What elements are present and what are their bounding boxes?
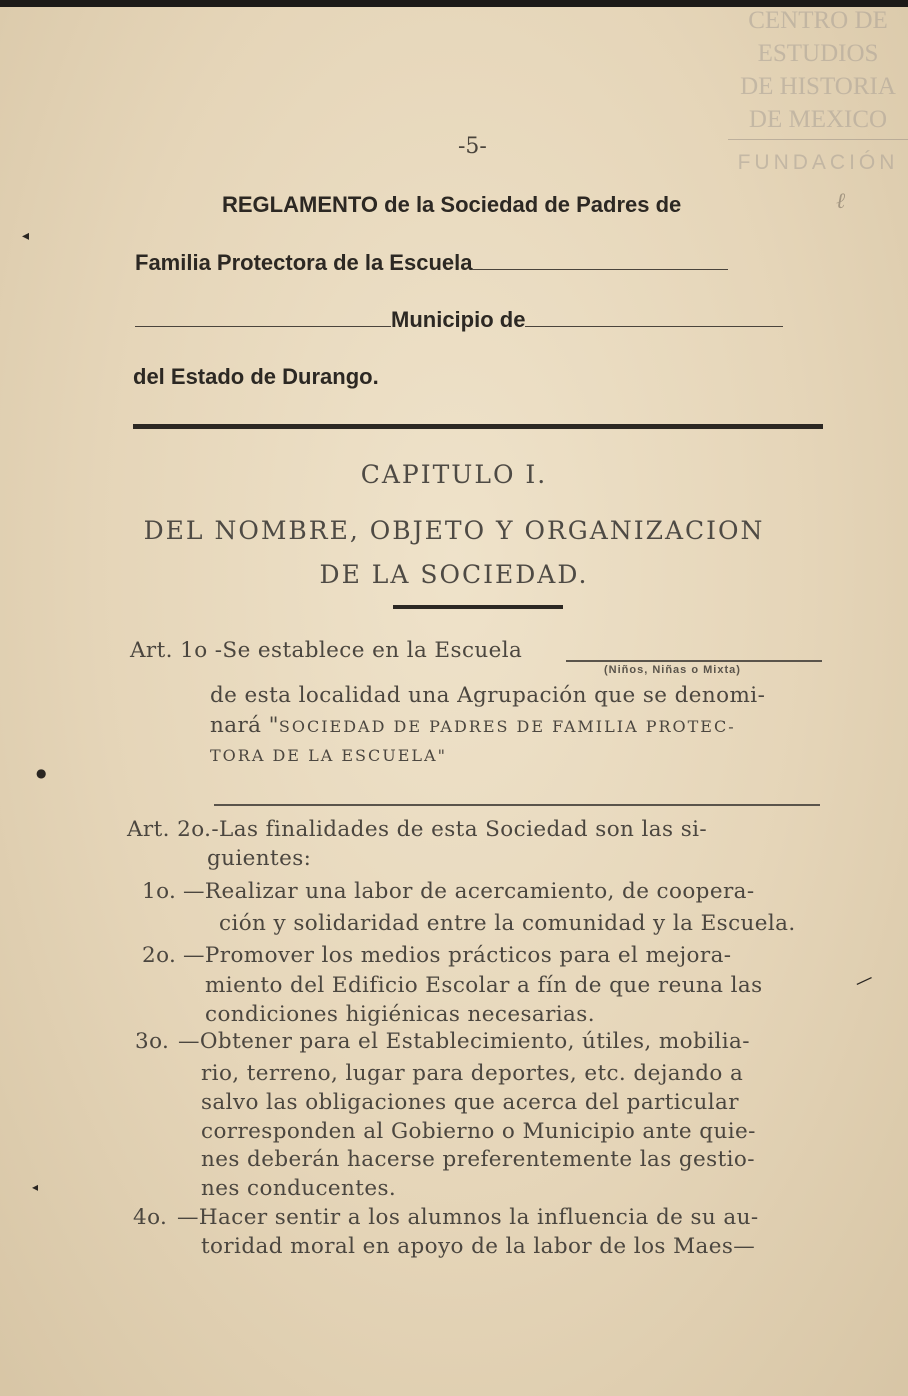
item-number: 3o.	[135, 1029, 170, 1054]
scan-speck: ◂	[22, 228, 30, 244]
art1-line-2: de esta localidad una Agrupación que se denomi-	[210, 683, 766, 708]
item-line: corresponden al Gobierno o Municipio ante quie-	[201, 1119, 756, 1144]
society-name-part-2: TORA DE LA ESCUELA"	[210, 746, 447, 765]
art1-line-3	[210, 713, 736, 738]
watermark-divider	[728, 139, 908, 140]
chapter-title-line-2: DE LA SOCIEDAD.	[319, 560, 589, 589]
watermark-line: DE HISTORIA	[740, 73, 896, 100]
faded-handwriting: ℓ	[836, 189, 846, 214]
blank-municipality	[525, 308, 783, 327]
chapter-number: CAPITULO I.	[360, 460, 548, 489]
item-number: 2o.	[142, 943, 177, 968]
blank-school-type	[566, 660, 822, 662]
art1-line-1: Art. 1o -Se establece en la Escuela	[130, 638, 523, 663]
item-number: 4o.	[133, 1205, 168, 1230]
watermark-line: ESTUDIOS	[757, 40, 879, 67]
heading-line-2-text: Familia Protectora de la Escuela	[135, 250, 473, 275]
art2-line-1: Art. 2o.-Las finalidades de esta Sociedad son las si-	[127, 817, 708, 842]
item-line: condiciones higiénicas necesarias.	[205, 1002, 595, 1027]
art2-line-2: guientes:	[207, 846, 312, 871]
scan-speck: ◂	[32, 1180, 39, 1194]
item-line: —Obtener para el Establecimiento, útiles, mobilia-	[178, 1029, 750, 1054]
chapter-title-line-1: DEL NOMBRE, OBJETO Y ORGANIZACION	[143, 516, 765, 545]
heading-line-2	[135, 250, 728, 276]
item-line: —Hacer sentir a los alumnos la influencia de su au-	[177, 1205, 759, 1230]
heading-line-3	[135, 307, 783, 333]
art1-line-3-prefix: nará "	[210, 713, 279, 738]
item-line: ción y solidaridad entre la comunidad y la Escuela.	[219, 911, 796, 936]
blank-locality	[135, 308, 391, 327]
page-number: -5-	[458, 134, 487, 159]
item-line: rio, terreno, lugar para deportes, etc. dejando a	[201, 1061, 744, 1086]
watermark-foundation: FUNDACIÓN	[737, 151, 899, 174]
item-line: toridad moral en apoyo de la labor de los Maes—	[201, 1234, 756, 1259]
chapter-divider	[393, 605, 563, 609]
item-line: miento del Edificio Escolar a fín de que reuna las	[205, 973, 763, 998]
item-line: —Promover los medios prácticos para el mejora-	[183, 943, 732, 968]
heading-line-3-text: Municipio de	[391, 307, 526, 332]
watermark-line: DE MEXICO	[748, 106, 888, 133]
watermark-stamp	[728, 4, 908, 179]
watermark-line: CENTRO DE	[748, 7, 888, 34]
blank-school-name	[472, 251, 728, 270]
pencil-mark: —	[851, 967, 877, 994]
item-line: —Realizar una labor de acercamiento, de coopera-	[183, 879, 755, 904]
society-name-part-1: SOCIEDAD DE PADRES DE FAMILIA PROTEC-	[278, 717, 736, 736]
heading-line-4: del Estado de Durango.	[133, 364, 379, 389]
art-divider	[214, 804, 820, 806]
item-line: nes conducentes.	[201, 1176, 397, 1201]
scan-speck: ●	[36, 766, 47, 780]
item-line: nes deberán hacerse preferentemente las gestio-	[201, 1147, 755, 1172]
school-type-note: (Niños, Niñas o Mixta)	[604, 664, 741, 676]
section-divider	[133, 424, 823, 429]
item-line: salvo las obligaciones que acerca del particular	[201, 1090, 739, 1115]
item-number: 1o.	[142, 879, 177, 904]
heading-line-1: REGLAMENTO de la Sociedad de Padres de	[222, 192, 682, 217]
